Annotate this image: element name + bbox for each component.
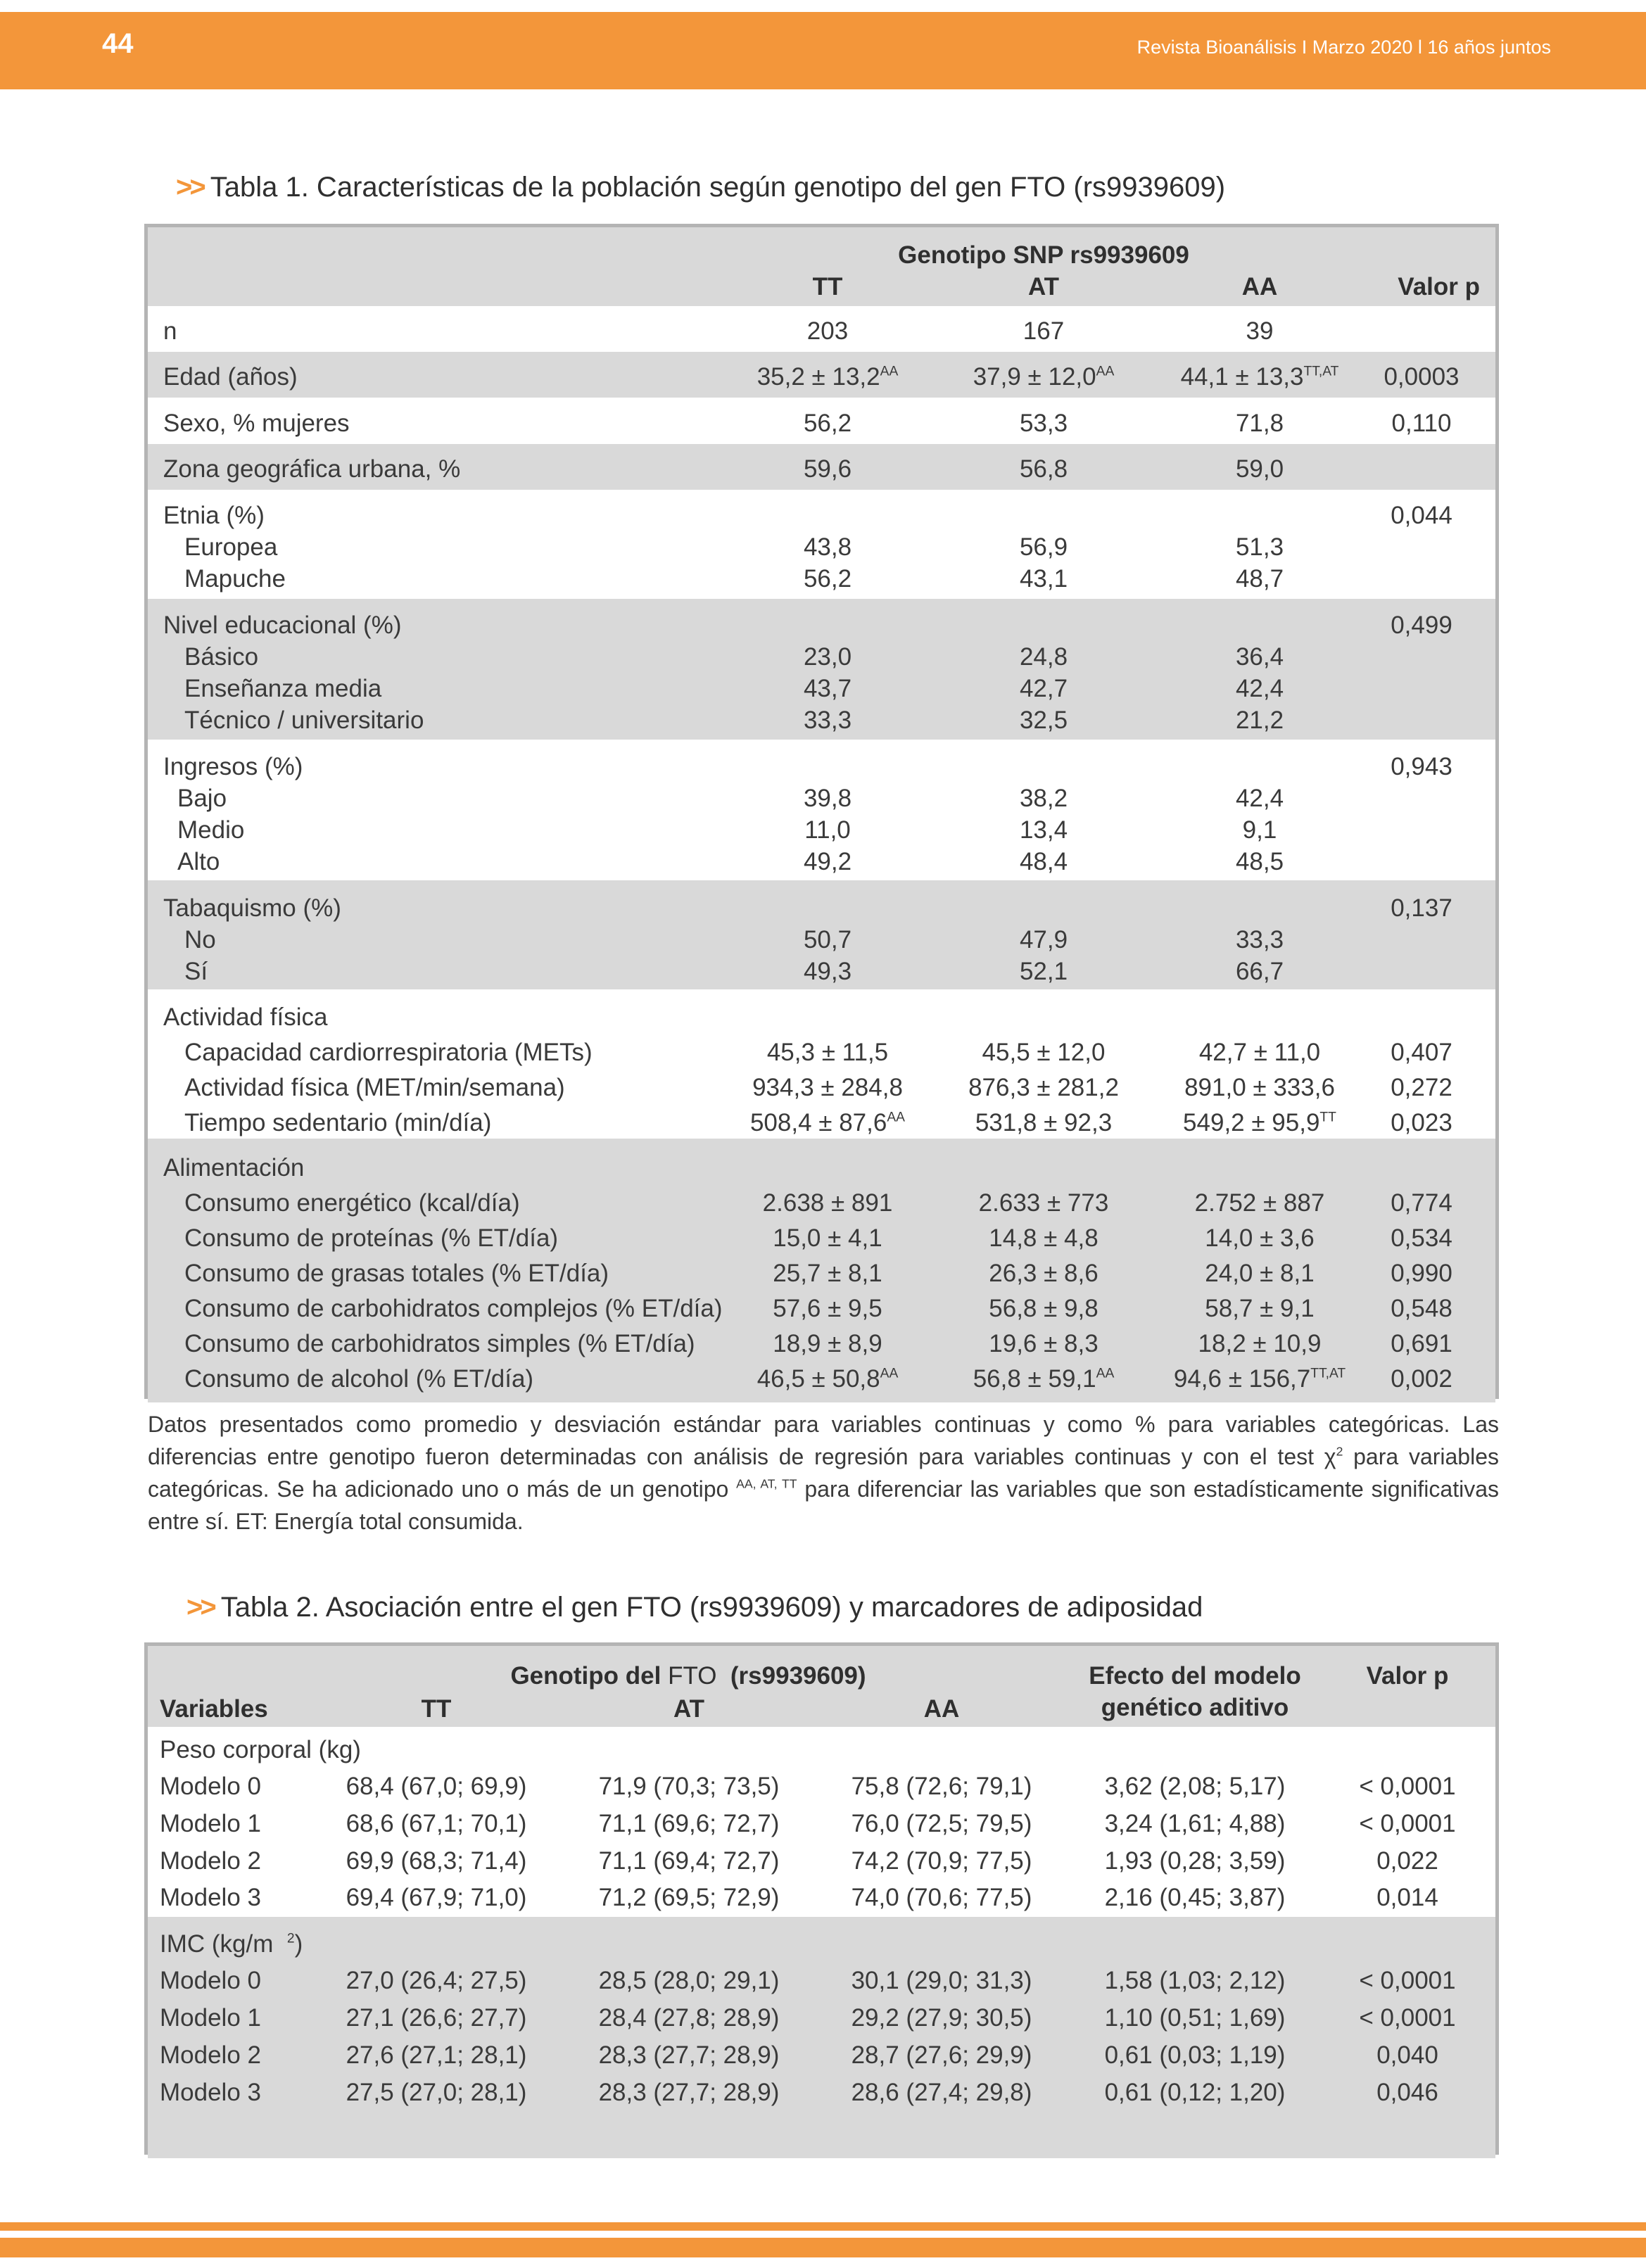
footer-line-bottom [0, 2238, 1646, 2257]
table2-col-efecto-1: Efecto del modelo [1089, 1662, 1301, 1690]
table1-title-text: Tabla 1. Características de la población según genotipo del gen FTO (rs9939609) [210, 172, 1226, 203]
table2-title [186, 1592, 1203, 1623]
page-number: 44 [102, 28, 134, 59]
table1-title [176, 172, 1225, 203]
table2-col-at: AT [673, 1695, 705, 1723]
table1-col-tt: TT [812, 273, 843, 300]
table1-group-header: Genotipo SNP rs9939609 [898, 241, 1189, 269]
table1-col-at: AT [1027, 273, 1060, 300]
table1-footnote: Datos presentados como promedio y desviación estándar para variables continuas y como % para variables categóricas. Las diferencias entre genotipo fueron determinadas con análisis de regresión para variables continuas y con el test $\chi^2$ para variables categóricas. Se ha adicionado uno o más de un genotipo $^{AA, AT, TT}$ para diferenciar las variables que son estadísticamente significativas entre sí. ET: Energía total consumida. [148, 1412, 1500, 1534]
double-chevron-icon: >> [176, 172, 203, 203]
footer-line-top [0, 2222, 1646, 2231]
table1-col-aa: AA [1241, 273, 1278, 300]
table2-col-tt: TT [421, 1695, 452, 1723]
table2-title-text: Tabla 2. Asociación entre el gen FTO (rs9939609) y marcadores de adiposidad [220, 1592, 1203, 1623]
running-head: Revista Bioanálisis I Marzo 2020 l 16 años juntos [1137, 37, 1551, 58]
table1: Genotipo SNP rs9939609 TT AT AA Valor p n 203 167 39 Edad (años) $35,2 \pm 13,2^{AA}$ $37,9 \pm 12,0^{AA}$ $44,1 \pm 13,3^{TT,AT}$ 0,0003 Sexo, % mujeres 56,2 53,3 71,8 0,110 Zona geográfica urbana, % 59,6 56,8 59,0 Etnia (%) 0,044 Europea 43,8 56,9 51,3 Mapuche 56,2 43,1 48,7 Nivel educacional (%) 0,499 Básico 23,0 24,8 36,4 Enseñanza media 43,7 42,7 42,4 Técnico / universitario 33,3 32,5 21,2 Ingresos (%) 0,943 Bajo 39,8 38,2 42,4 Medio 11,0 13,4 9,1 Alto 49,2 48,4 48,5 Tabaquismo (%) 0,137 No 50,7 47,9 33,3 Sí 49,3 52,1 66,7 Actividad física Capacidad cardiorrespiratoria (METs) 45,3 ± 11,5 45,5 ± 12,0 42,7 ± 11,0 0,407 Actividad física (MET/min/semana) 934,3 ± 284,8 876,3 ± 281,2 891,0 ± 333,6 0,272 Tiempo sedentario (min/día) $508,4 \pm 87,6^{AA}$ 531,8 ± 92,3 $549,2 \pm 95,9^{TT}$ 0,023 Alimentación Consumo energético (kcal/día) 2.638 ± 891 2.633 ± 773 2.752 ± 887 0,774 Consumo de proteínas (% ET/día) 15,0 ± 4,1 14,8 ± 4,8 14,0 ± 3,6 0,534 Consumo de grasas totales (% ET/día) 25,7 ± 8,1 26,3 ± 8,6 24,0 ± 8,1 0,990 Consumo de carbohidratos complejos (% ET/día) 57,6 ± 9,5 56,8 ± 9,8 58,7 ± 9,1 0,548 Consumo de carbohidratos simples (% ET/día) 18,9 ± 8,9 19,6 ± 8,3 18,2 ± 10,9 0,691 Consumo de alcohol (% ET/día) $46,5 \pm 50,8^{AA}$ $56,8 \pm 59,1^{AA}$ $94,6 \pm 156,7^{TT,AT}$ 0,002 [144, 224, 1499, 1399]
table2-col-efecto-2: genético aditivo [1101, 1694, 1289, 1721]
table2-col-variables: Variables [160, 1695, 268, 1723]
table2-col-p: Valor p [1366, 1662, 1449, 1690]
double-chevron-icon: >> [186, 1592, 214, 1623]
table2-group-header: Genotipo del FTO (rs9939609) [510, 1662, 866, 1690]
table2-col-aa: AA [923, 1695, 960, 1723]
table1-col-p: Valor p [1398, 273, 1480, 300]
table2: Genotipo del FTO (rs9939609) Variables TT AT AA Efecto del modelo genético aditivo Valor p Peso corporal (kg) Modelo 0 68,4 (67,0; 69,9) 71,9 (70,3; 73,5) 75,8 (72,6; 79,1) 3,62 (2,08; 5,17) < 0,0001 Modelo 1 68,6 (67,1; 70,1) 71,1 (69,6; 72,7) 76,0 (72,5; 79,5) 3,24 (1,61; 4,88) < 0,0001 Modelo 2 69,9 (68,3; 71,4) 71,1 (69,4; 72,7) 74,2 (70,9; 77,5) 1,93 (0,28; 3,59) 0,022 Modelo 3 69,4 (67,9; 71,0) 71,2 (69,5; 72,9) 74,0 (70,6; 77,5) 2,16 (0,45; 3,87) 0,014 IMC (kg/m $^2$) Modelo 0 27,0 (26,4; 27,5) 28,5 (28,0; 29,1) 30,1 (29,0; 31,3) 1,58 (1,03; 2,12) < 0,0001 Modelo 1 27,1 (26,6; 27,7) 28,4 (27,8; 28,9) 29,2 (27,9; 30,5) 1,10 (0,51; 1,69) < 0,0001 Modelo 2 27,6 (27,1; 28,1) 28,3 (27,7; 28,9) 28,7 (27,6; 29,9) 0,61 (0,03; 1,19) 0,040 Modelo 3 27,5 (27,0; 28,1) 28,3 (27,7; 28,9) 28,6 (27,4; 29,8) 0,61 (0,12; 1,20) 0,046 [144, 1642, 1499, 2155]
